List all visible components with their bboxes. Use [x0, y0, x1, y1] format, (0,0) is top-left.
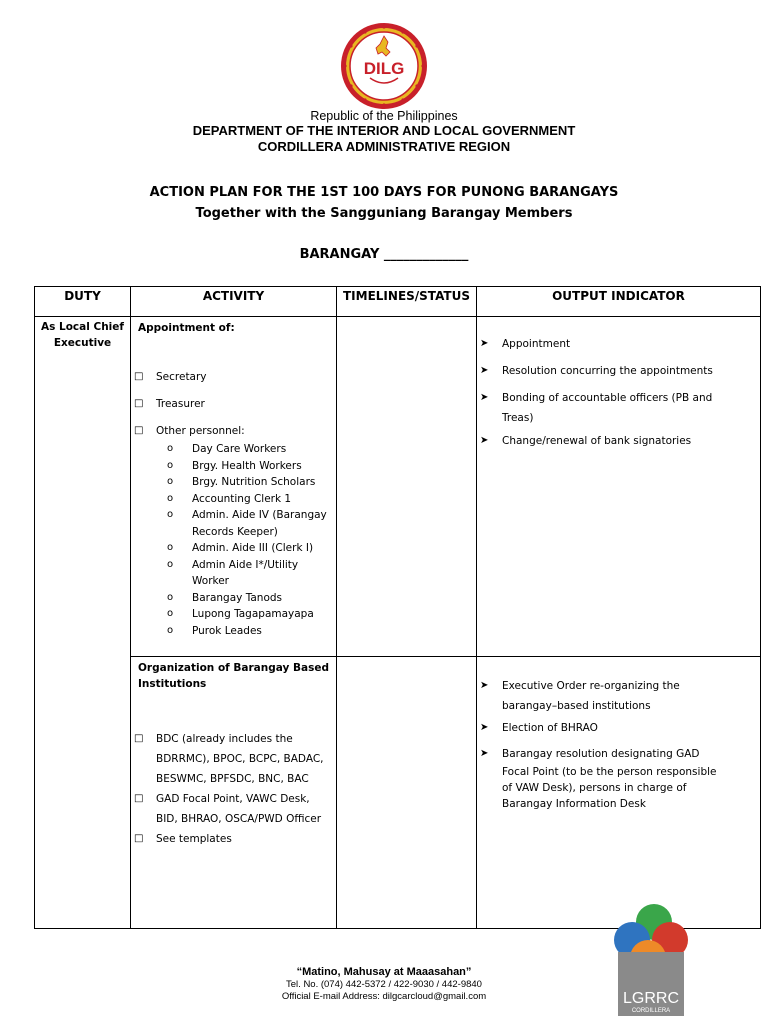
checkbox-icon: □	[134, 733, 144, 744]
output-item: ➤ Executive Order re-organizing the	[477, 676, 760, 696]
output-item: ➤ Bonding of accountable officers (PB and	[477, 388, 760, 408]
section-title-organization: Organization of Barangay Based Institutions	[138, 662, 329, 690]
sub-list-item: o Barangay Tanods	[131, 590, 336, 607]
lgrrc-logo	[610, 900, 692, 1018]
section-title-appointment: Appointment of:	[138, 322, 235, 334]
output-item: ➤ Barangay resolution designating GAD	[477, 744, 760, 764]
seal-text: DILG	[363, 59, 405, 78]
barangay-field: BARANGAY _____________	[299, 247, 469, 262]
output-item: ➤ Election of BHRAO	[477, 718, 760, 738]
duty-label-line2: Executive	[53, 337, 112, 349]
checkbox-icon: □	[134, 371, 144, 382]
output-item: ➤ Resolution concurring the appointments	[477, 361, 760, 381]
circle-bullet-icon: o	[167, 542, 174, 553]
output-cell-appointment	[477, 317, 761, 657]
circle-bullet-icon: o	[167, 509, 174, 520]
output-item-continuation: Focal Point (to be the person responsible	[502, 766, 717, 778]
sub-list-item-continuation: Worker	[192, 575, 229, 587]
header-activity: ACTIVITY	[131, 287, 337, 317]
list-item-continuation: BDRRMC), BPOC, BCPC, BADAC,	[156, 753, 324, 765]
circle-bullet-icon: o	[167, 492, 174, 504]
circle-bullet-icon: o	[167, 591, 174, 603]
sub-list-item: o Brgy. Nutrition Scholars	[131, 474, 336, 491]
checkbox-icon: □	[134, 398, 144, 409]
circle-bullet-icon: o	[167, 459, 174, 471]
list-item: □ Secretary	[131, 367, 336, 387]
timelines-cell-organization[interactable]	[337, 657, 477, 929]
dilg-seal-logo	[340, 22, 428, 110]
table-row-appointment	[35, 317, 761, 657]
output-item: ➤ Change/renewal of bank signatories	[477, 431, 760, 451]
lgrrc-logo-text: LGRRC	[622, 990, 680, 1007]
action-plan-table	[34, 286, 761, 929]
list-item: □ GAD Focal Point, VAWC Desk,	[131, 789, 336, 809]
checkbox-icon: □	[134, 833, 144, 844]
arrow-bullet-icon: ➤	[480, 435, 489, 446]
sub-list-item: o Admin. Aide III (Clerk I)	[131, 540, 336, 557]
arrow-bullet-icon: ➤	[480, 338, 489, 349]
circle-bullet-icon: o	[167, 443, 174, 454]
arrow-bullet-icon: ➤	[480, 680, 489, 691]
footer-email: Official E-mail Address: dilgcarcloud@gmail.com	[281, 991, 487, 1002]
sub-list-item: o Admin Aide I*/Utility	[131, 557, 336, 574]
document-title: ACTION PLAN FOR THE 1ST 100 DAYS FOR PUNONG BARANGAYS	[149, 185, 619, 200]
circle-bullet-icon: o	[167, 558, 174, 570]
list-item: □ BDC (already includes the	[131, 729, 336, 749]
header-timelines: TIMELINES/STATUS	[337, 287, 477, 317]
checkbox-icon: □	[134, 425, 144, 436]
list-item-continuation: BID, BHRAO, OSCA/PWD Officer	[156, 813, 322, 825]
footer-motto: “Matino, Mahusay at Maaasahan”	[296, 966, 472, 978]
header-output: OUTPUT INDICATOR	[477, 287, 761, 317]
department-name: DEPARTMENT OF THE INTERIOR AND LOCAL GOVERNMENT	[192, 123, 576, 138]
sub-list-item: o Accounting Clerk 1	[131, 491, 336, 508]
output-item-continuation: Treas)	[502, 412, 534, 424]
output-item: ➤ Appointment	[477, 334, 760, 354]
circle-bullet-icon: o	[167, 624, 174, 636]
list-item: □ Treasurer	[131, 394, 336, 414]
duty-cell	[35, 317, 131, 929]
sub-list-item-continuation: Records Keeper)	[192, 525, 278, 538]
republic-line: Republic of the Philippines	[310, 109, 458, 123]
arrow-bullet-icon: ➤	[480, 365, 489, 376]
output-cell-organization	[477, 657, 761, 929]
output-item-continuation: of VAW Desk), persons in charge of	[502, 782, 687, 794]
table-row-organization	[35, 657, 761, 929]
list-item-continuation: BESWMC, BPFSDC, BNC, BAC	[156, 773, 309, 785]
sub-list-item: o Day Care Workers	[131, 441, 336, 458]
sub-list-item: o Purok Leades	[131, 623, 336, 640]
timelines-cell-appointment[interactable]	[337, 317, 477, 657]
arrow-bullet-icon: ➤	[480, 722, 489, 733]
region-name: CORDILLERA ADMINISTRATIVE REGION	[257, 139, 511, 154]
arrow-bullet-icon: ➤	[480, 392, 489, 403]
circle-bullet-icon: o	[167, 608, 174, 619]
document-subtitle: Together with the Sangguniang Barangay Members	[195, 206, 573, 221]
output-item-continuation: barangay–based institutions	[502, 700, 651, 712]
circle-bullet-icon: o	[167, 476, 174, 487]
lgrrc-logo-subtext: CORDILLERA	[631, 1008, 671, 1014]
table-header-row	[35, 287, 761, 317]
list-item: □ See templates	[131, 829, 336, 849]
activity-cell-appointment	[131, 317, 337, 657]
sub-list-item: o Lupong Tagapamayapa	[131, 606, 336, 623]
arrow-bullet-icon: ➤	[480, 748, 489, 759]
duty-label-line1: As Local Chief	[41, 321, 124, 333]
list-item: □ Other personnel:	[131, 421, 336, 441]
header-duty: DUTY	[35, 287, 131, 317]
sub-list-item: o Brgy. Health Workers	[131, 458, 336, 475]
output-item-continuation: Barangay Information Desk	[502, 798, 646, 810]
activity-cell-organization	[131, 657, 337, 929]
sub-list-item: o Admin. Aide IV (Barangay	[131, 507, 336, 524]
footer-telephone: Tel. No. (074) 442-5372 / 422-9030 / 442-9840	[286, 979, 482, 990]
checkbox-icon: □	[134, 793, 144, 804]
